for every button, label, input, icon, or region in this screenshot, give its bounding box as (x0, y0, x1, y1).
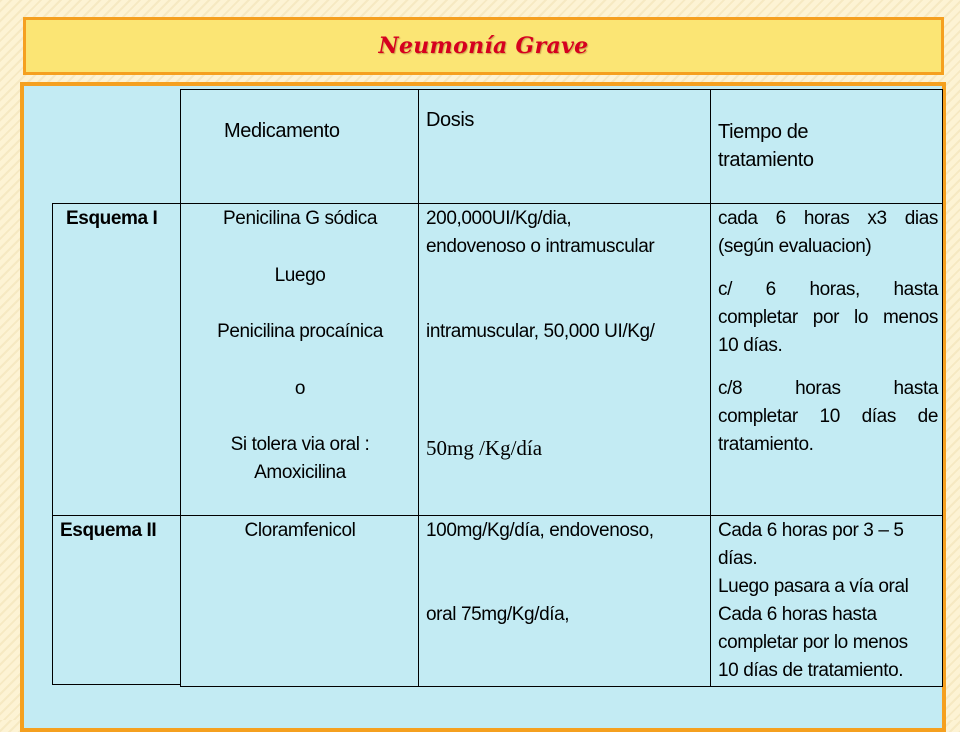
esquema-1-label: Esquema I (66, 208, 158, 229)
header-dosis: Dosis (426, 109, 475, 131)
label-left-border (52, 203, 53, 684)
table-right-border (942, 89, 943, 686)
esquema-2-medicamento: Cloramfenicol (244, 520, 356, 541)
esquema-2-dosis-iv: 100mg/Kg/día, endovenoso, (426, 520, 654, 541)
esquema-2-tiempo: Cada 6 horas por 3 – 5 días. Luego pasara a vía oral Cada 6 horas hasta completar por lo menos 10 días de tratamiento. (718, 520, 909, 681)
esquema-1-medicamento: Penicilina G sódica Luego Penicilina procaínica o Si tolera via oral : Amoxicilina (217, 208, 383, 483)
row-divider (52, 515, 943, 516)
col-divider-3 (710, 89, 711, 686)
title-bar (23, 17, 944, 75)
esquema-1-tiempo: cada 6 horas x3 dias (según evaluacion) c/ 6 horas, hasta completar por lo menos 10 días. c/8 horas hasta completar 10 días de tratamiento. (718, 208, 938, 455)
esquema-1-dosis-procainica: intramuscular, 50,000 UI/Kg/ (426, 321, 655, 342)
esquema-2-label: Esquema II (60, 520, 157, 541)
header-tiempo: Tiempo de tratamiento (718, 121, 814, 171)
esquema-1-dosis: 200,000UI/Kg/dia, endovenoso o intramuscular (426, 208, 655, 257)
table-bottom-border (180, 686, 943, 687)
page-title: Neumonía Grave (378, 33, 589, 59)
esquema-1-dosis-amoxicilina: 50mg /Kg/día (426, 436, 543, 460)
col-divider-1 (180, 89, 181, 686)
col-divider-2 (418, 89, 419, 686)
header-medicamento: Medicamento (224, 120, 340, 142)
table-top-border (180, 89, 943, 90)
esquema-2-dosis-oral: oral 75mg/Kg/día, (426, 604, 570, 625)
label-bottom-border (52, 684, 180, 685)
header-row-border (52, 203, 943, 204)
